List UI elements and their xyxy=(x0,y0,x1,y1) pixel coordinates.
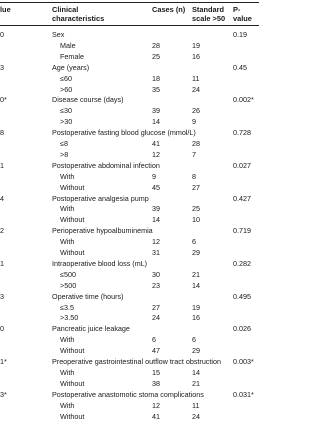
standard-scale-cell: 9 xyxy=(192,117,196,127)
characteristic-cell: Intraoperative blood loss (mL) xyxy=(52,258,148,268)
sub-characteristic-cell: ≤3.5 xyxy=(60,302,74,312)
standard-scale-cell: 11 xyxy=(192,73,200,83)
cases-cell: 14 xyxy=(152,117,160,127)
header-value: lue xyxy=(0,5,11,14)
cases-cell: 24 xyxy=(152,313,160,323)
sub-characteristic-cell: Male xyxy=(60,40,76,50)
standard-scale-cell: 11 xyxy=(192,400,200,410)
cases-cell: 39 xyxy=(152,204,160,214)
header-cases: Cases (n) xyxy=(152,5,186,14)
p-value-cell: 0.495 xyxy=(233,291,251,301)
p-value-cell: 0.027 xyxy=(233,160,251,170)
sub-characteristic-cell: Without xyxy=(60,248,85,257)
sub-characteristic-cell: With xyxy=(60,400,75,410)
sub-characteristic-cell: Without xyxy=(60,411,85,421)
standard-scale-cell: 19 xyxy=(192,302,200,312)
characteristic-cell: Disease course (days) xyxy=(52,95,124,105)
p-value-cell: 0.427 xyxy=(233,193,251,203)
characteristic-cell: Sex xyxy=(52,30,65,39)
cases-cell: 18 xyxy=(152,73,160,83)
cases-cell: 39 xyxy=(152,106,160,116)
p-value-cell: 0.19 xyxy=(233,30,247,39)
sub-characteristic-cell: Without xyxy=(60,378,85,388)
standard-scale-cell: 24 xyxy=(192,411,200,421)
header-characteristics: Clinical characteristics xyxy=(52,5,105,23)
cases-cell: 41 xyxy=(152,411,160,421)
sub-characteristic-cell: ≤500 xyxy=(60,269,76,279)
characteristic-cell: Age (years) xyxy=(52,62,90,72)
sub-characteristic-cell: Female xyxy=(60,51,84,61)
row-value-cell: 4 xyxy=(0,193,4,203)
standard-scale-cell: 7 xyxy=(192,149,196,159)
cases-cell: 28 xyxy=(152,40,160,50)
standard-scale-cell: 14 xyxy=(192,367,200,377)
sub-characteristic-cell: With xyxy=(60,171,75,181)
characteristic-cell: Postoperative abdominal infection xyxy=(52,160,160,170)
cases-cell: 23 xyxy=(152,280,160,290)
row-value-cell: 8 xyxy=(0,128,4,138)
header-rule xyxy=(0,25,259,26)
sub-characteristic-cell: >30 xyxy=(60,117,73,127)
sub-characteristic-cell: With xyxy=(60,237,75,247)
standard-scale-cell: 6 xyxy=(192,335,196,345)
standard-scale-cell: 21 xyxy=(192,378,200,388)
cases-cell: 41 xyxy=(152,139,160,148)
characteristic-cell: Operative time (hours) xyxy=(52,291,124,301)
sub-characteristic-cell: >8 xyxy=(60,149,69,159)
p-value-cell: 0.282 xyxy=(233,258,251,268)
sub-characteristic-cell: With xyxy=(60,204,75,214)
characteristic-cell: Pancreatic juice leakage xyxy=(52,324,130,334)
cases-cell: 12 xyxy=(152,149,160,159)
standard-scale-cell: 10 xyxy=(192,215,200,225)
row-value-cell: 3* xyxy=(0,389,7,399)
sub-characteristic-cell: >3.50 xyxy=(60,313,79,323)
p-value-cell: 0.45 xyxy=(233,62,247,72)
standard-scale-cell: 16 xyxy=(192,51,200,61)
cases-cell: 45 xyxy=(152,182,160,192)
cases-cell: 38 xyxy=(152,378,160,388)
cases-cell: 30 xyxy=(152,269,160,279)
cases-cell: 47 xyxy=(152,346,160,356)
cases-cell: 12 xyxy=(152,400,160,410)
row-value-cell: 1 xyxy=(0,258,4,268)
cases-cell: 15 xyxy=(152,367,160,377)
p-value-cell: 0.719 xyxy=(233,226,251,236)
cases-cell: 25 xyxy=(152,51,160,61)
top-rule xyxy=(0,2,259,3)
characteristic-cell: Postoperative anastomotic stoma complications xyxy=(52,389,204,399)
row-value-cell: 2 xyxy=(0,226,4,236)
sub-characteristic-cell: With xyxy=(60,335,75,345)
header-standard-scale: Standard scale >50 xyxy=(192,5,226,23)
row-value-cell: 1 xyxy=(0,160,4,170)
cases-cell: 31 xyxy=(152,248,160,257)
characteristic-cell: Postoperative fasting blood glucose (mmol/L) xyxy=(52,128,196,138)
cases-cell: 6 xyxy=(152,335,156,345)
characteristic-cell: Postoperative analgesia pump xyxy=(52,193,149,203)
cases-cell: 9 xyxy=(152,171,156,181)
standard-scale-cell: 6 xyxy=(192,237,196,247)
standard-scale-cell: 29 xyxy=(192,248,200,257)
cases-cell: 12 xyxy=(152,237,160,247)
standard-scale-cell: 16 xyxy=(192,313,200,323)
standard-scale-cell: 21 xyxy=(192,269,200,279)
sub-characteristic-cell: ≤60 xyxy=(60,73,72,83)
table-row xyxy=(0,411,259,423)
p-value-cell: 0.728 xyxy=(233,128,251,138)
standard-scale-cell: 8 xyxy=(192,171,196,181)
row-value-cell: 0 xyxy=(0,30,4,39)
standard-scale-cell: 27 xyxy=(192,182,200,192)
row-value-cell: 3 xyxy=(0,291,4,301)
sub-characteristic-cell: >500 xyxy=(60,280,77,290)
standard-scale-cell: 19 xyxy=(192,40,200,50)
p-value-cell: 0.026 xyxy=(233,324,251,334)
characteristic-cell: Perioperative hypoalbuminemia xyxy=(52,226,153,236)
sub-characteristic-cell: With xyxy=(60,367,75,377)
row-value-cell: 0 xyxy=(0,324,4,334)
p-value-cell: 0.031* xyxy=(233,389,254,399)
sub-characteristic-cell: ≤30 xyxy=(60,106,72,116)
row-value-cell: 3 xyxy=(0,62,4,72)
cases-cell: 35 xyxy=(152,84,160,94)
row-value-cell: 0* xyxy=(0,95,7,105)
standard-scale-cell: 28 xyxy=(192,139,200,148)
standard-scale-cell: 25 xyxy=(192,204,200,214)
sub-characteristic-cell: Without xyxy=(60,215,85,225)
sub-characteristic-cell: Without xyxy=(60,346,85,356)
standard-scale-cell: 24 xyxy=(192,84,200,94)
p-value-cell: 0.003* xyxy=(233,357,254,366)
standard-scale-cell: 26 xyxy=(192,106,200,116)
row-value-cell: 1* xyxy=(0,357,7,366)
sub-characteristic-cell: >60 xyxy=(60,84,73,94)
p-value-cell: 0.002* xyxy=(233,95,254,105)
header-p-value: P-value xyxy=(233,5,252,23)
characteristic-cell: Preoperative gastrointestinal outflow tract obstruction xyxy=(52,357,221,366)
standard-scale-cell: 14 xyxy=(192,280,200,290)
cases-cell: 27 xyxy=(152,302,160,312)
sub-characteristic-cell: ≤8 xyxy=(60,139,68,148)
standard-scale-cell: 29 xyxy=(192,346,200,356)
cases-cell: 14 xyxy=(152,215,160,225)
sub-characteristic-cell: Without xyxy=(60,182,85,192)
